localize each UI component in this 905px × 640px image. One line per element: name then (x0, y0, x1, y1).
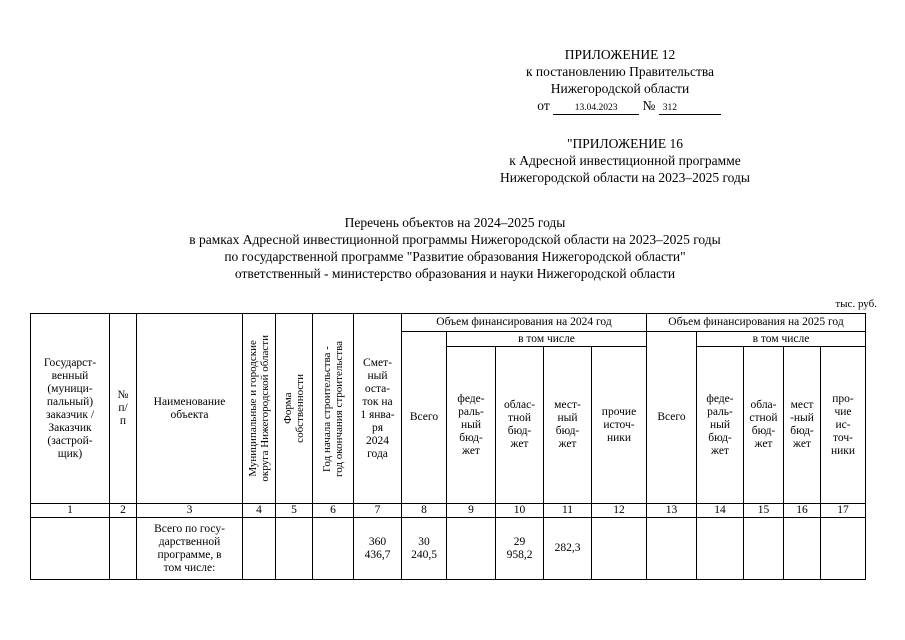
cell-ownership (276, 518, 313, 580)
header-financing-2025: Объем финансирования на 2025 год (647, 314, 866, 332)
header-federal-2024: феде- раль- ный бюд- жет (447, 347, 496, 504)
col-number: 17 (821, 504, 866, 518)
col-number: 7 (354, 504, 402, 518)
col-number: 5 (276, 504, 313, 518)
list-heading (100, 214, 810, 282)
appendix-12-date-line (470, 97, 770, 115)
appendix-16-title: "ПРИЛОЖЕНИЕ 16 (566, 136, 684, 151)
header-financing-2024: Объем финансирования на 2024 год (402, 314, 647, 332)
header-row-1 (31, 314, 866, 332)
appendix-16-line1: к Адресной инвестиционной программе (509, 153, 741, 168)
header-including-2025: в том числе (697, 332, 866, 347)
objects-table (30, 313, 866, 580)
header-other-2024: прочие источ- ники (592, 347, 647, 504)
appendix-12-title: ПРИЛОЖЕНИЕ 12 (564, 47, 676, 62)
header-number: № п/ п (110, 314, 137, 504)
header-customer: Государст- венный (муници- пальный) заказчик / Заказчик (застрой- щик) (31, 314, 110, 504)
col-number: 13 (647, 504, 697, 518)
cell-other-2025 (821, 518, 866, 580)
col-number: 12 (592, 504, 647, 518)
cell-total-2024: 30 240,5 (402, 518, 447, 580)
col-number: 6 (313, 504, 354, 518)
heading-line2: в рамках Адресной инвестиционной программы Нижегородской области на 2023–2025 годы (189, 232, 721, 247)
appendix-12-line2: Нижегородской области (550, 81, 690, 96)
header-object-name: Наименование объекта (137, 314, 243, 504)
header-regional-2024: облас- тной бюд- жет (496, 347, 544, 504)
header-estimate-balance: Смет- ный оста- ток на 1 янва- ря 2024 года (354, 314, 402, 504)
appendix-12-block (470, 46, 770, 115)
cell-other-2024 (592, 518, 647, 580)
heading-line4: ответственный - министерство образования и науки Нижегородской области (234, 266, 676, 281)
header-local-2024: мест- ный бюд- жет (544, 347, 592, 504)
header-municipal-district (243, 314, 276, 504)
header-ownership (276, 314, 313, 504)
header-years-text: Год начала строительства - год окончания строительства (321, 340, 345, 477)
cell-total-2025 (647, 518, 697, 580)
heading-line3: по государственной программе "Развитие образования Нижегородской области" (224, 249, 686, 264)
appendix-12-line1: к постановлению Правительства (525, 64, 715, 79)
col-number: 11 (544, 504, 592, 518)
decree-date: 13.04.2023 (553, 103, 639, 115)
header-other-2025: про- чие ис- точ- ники (821, 347, 866, 504)
header-local-2025: мест -ный бюд- жет (784, 347, 821, 504)
cell-estimate-balance: 360 436,7 (354, 518, 402, 580)
cell-program-total-name: Всего по госу- дарственной программе, в том числе: (137, 518, 243, 580)
col-number: 4 (243, 504, 276, 518)
col-number: 16 (784, 504, 821, 518)
cell-municipal (243, 518, 276, 580)
col-number: 10 (496, 504, 544, 518)
ot-label: от (537, 98, 550, 113)
appendix-16-line2: Нижегородской области на 2023–2025 годы (500, 170, 750, 185)
column-numbers-row (31, 504, 866, 518)
cell-local-2024: 282,3 (544, 518, 592, 580)
decree-number: 312 (659, 103, 721, 115)
units-label: тыс. руб. (835, 298, 877, 310)
col-number: 2 (110, 504, 137, 518)
cell-regional-2025 (744, 518, 784, 580)
col-number: 15 (744, 504, 784, 518)
header-regional-2025: обла- стной бюд- жет (744, 347, 784, 504)
col-number: 9 (447, 504, 496, 518)
header-construction-years (313, 314, 354, 504)
cell-customer (31, 518, 110, 580)
header-federal-2025: феде- раль- ный бюд- жет (697, 347, 744, 504)
col-number: 8 (402, 504, 447, 518)
cell-federal-2025 (697, 518, 744, 580)
header-total-2025: Всего (647, 332, 697, 504)
col-number: 14 (697, 504, 744, 518)
cell-years (313, 518, 354, 580)
col-number: 3 (137, 504, 243, 518)
number-label: № (642, 98, 656, 113)
heading-line1: Перечень объектов на 2024–2025 годы (344, 215, 566, 230)
cell-number (110, 518, 137, 580)
cell-federal-2024 (447, 518, 496, 580)
header-municipal-text: Муниципальные и городские округа Нижегородской области (247, 335, 271, 482)
cell-local-2025 (784, 518, 821, 580)
col-number: 1 (31, 504, 110, 518)
header-total-2024: Всего (402, 332, 447, 504)
appendix-16-block (430, 135, 820, 186)
header-ownership-text: Форма собственности (282, 374, 306, 443)
cell-regional-2024: 29 958,2 (496, 518, 544, 580)
header-including-2024: в том числе (447, 332, 647, 347)
table-row-program-total (31, 518, 866, 580)
